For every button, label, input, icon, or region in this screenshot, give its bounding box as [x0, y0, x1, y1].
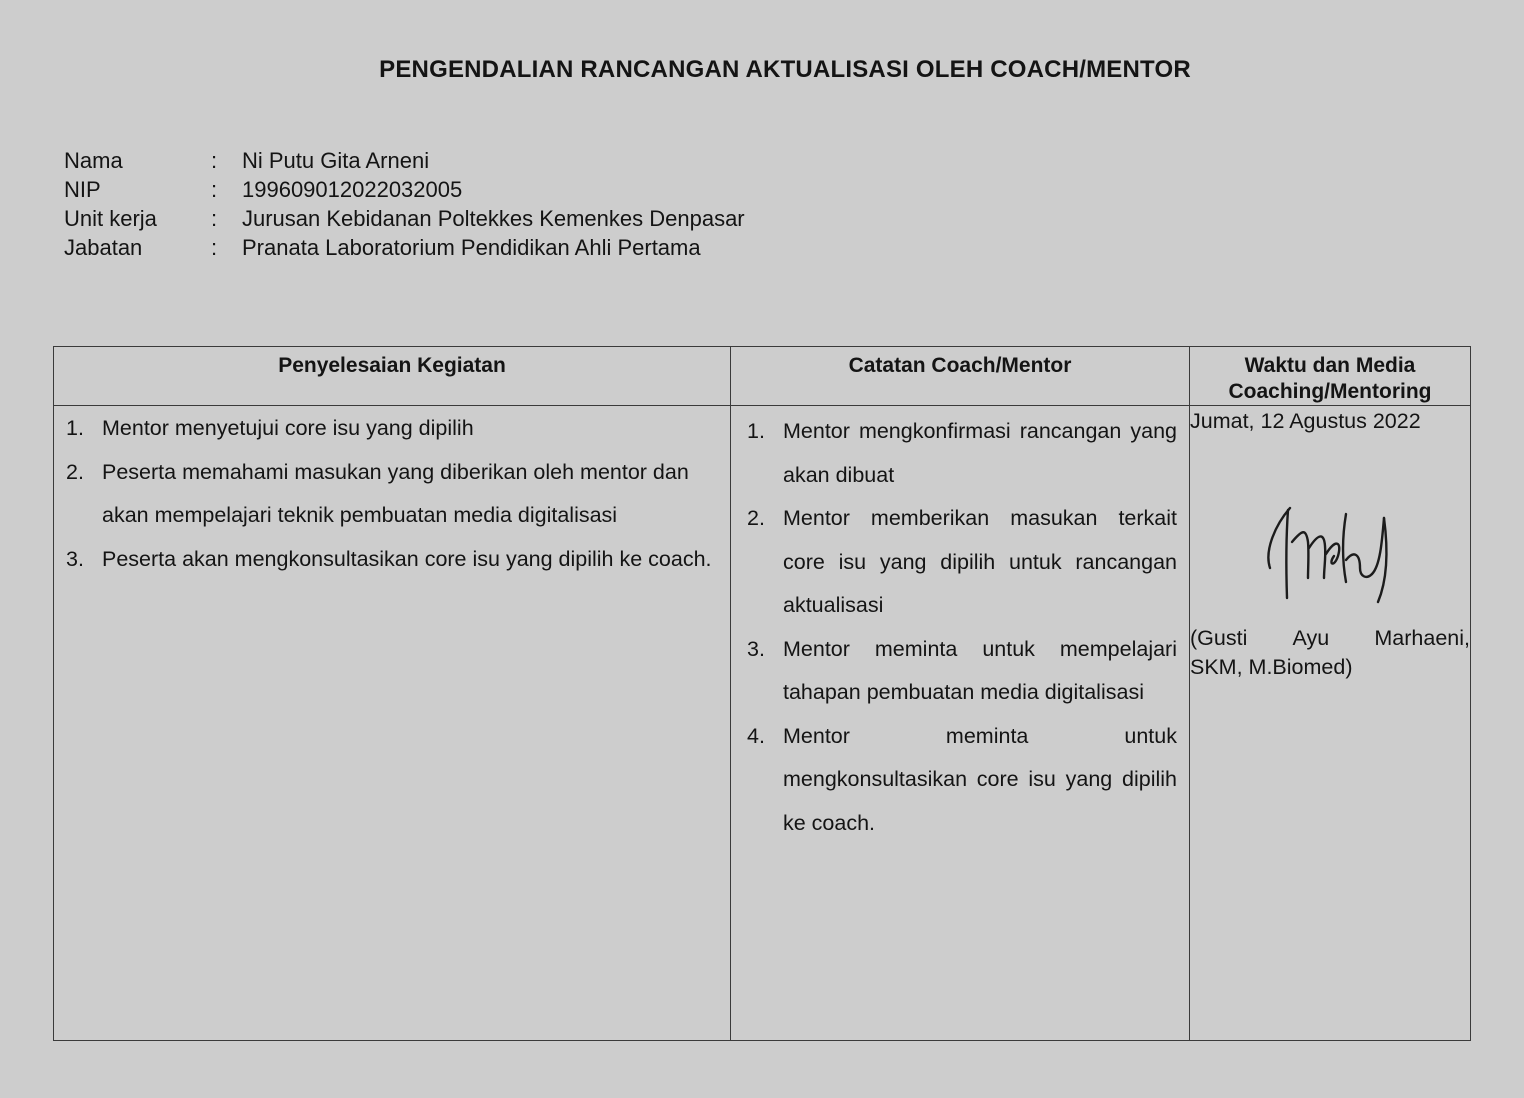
- identity-row-nama: [64, 148, 745, 177]
- signer-title: SKM, M.Biomed): [1190, 655, 1353, 679]
- list-item: [747, 715, 1177, 846]
- list-item: [66, 407, 718, 451]
- identity-row-nip: [64, 177, 745, 206]
- list-number: 1.: [747, 419, 765, 443]
- list-item-text: Mentor memberikan masukan terkait core isu yang dipilih untuk rancangan aktualisasi: [783, 506, 1177, 617]
- identity-value-nama: Ni Putu Gita Arneni: [242, 148, 430, 173]
- identity-value-nip: 199609012022032005: [242, 177, 463, 202]
- identity-label: NIP: [64, 177, 101, 202]
- signer-name-part: Marhaeni,: [1374, 626, 1470, 650]
- list-item-text: Peserta memahami masukan yang diberikan oleh mentor dan akan mempelajari teknik pembuatan media digitalisasi: [102, 459, 689, 527]
- list-item-text: Mentor meminta untuk mempelajari tahapan pembuatan media digitalisasi: [783, 636, 1177, 704]
- list-number: 2.: [66, 459, 84, 484]
- list-item: [747, 497, 1177, 628]
- header-waktu-dan-media: Waktu dan Media Coaching/Mentoring: [1190, 347, 1471, 406]
- list-item-text: Mentor meminta untuk mengkonsultasikan core isu yang dipilih ke coach.: [783, 723, 1177, 835]
- list-item: [747, 628, 1177, 715]
- list-number: 3.: [747, 636, 765, 661]
- identity-label: Jabatan: [64, 235, 143, 260]
- table-header-row: [54, 347, 1471, 406]
- cell-waktu-dan-media: [1190, 406, 1471, 1041]
- identity-label: Nama: [64, 148, 123, 173]
- catatan-list: [731, 406, 1189, 845]
- page-title: PENGENDALIAN RANCANGAN AKTUALISASI OLEH COACH/MENTOR: [379, 56, 1191, 83]
- identity-row-jabatan: [64, 235, 745, 264]
- signer-name-line: [1190, 624, 1470, 653]
- penyelesaian-list: [54, 406, 730, 581]
- handwritten-signature-icon: [1262, 498, 1402, 610]
- table-row: [54, 406, 1471, 1041]
- list-number: 4.: [747, 723, 765, 748]
- coaching-table: [53, 346, 1471, 1041]
- identity-colon: :: [211, 148, 218, 173]
- list-item-text: Mentor mengkonfirmasi rancangan yang akan dibuat: [783, 419, 1177, 487]
- header-catatan-coach-mentor: Catatan Coach/Mentor: [731, 347, 1190, 406]
- identity-colon: :: [211, 177, 218, 202]
- list-item-text: Mentor menyetujui core isu yang dipilih: [102, 416, 474, 440]
- signer-name-part: (Gusti: [1190, 626, 1248, 650]
- list-number: 2.: [747, 506, 765, 530]
- identity-block: [64, 148, 745, 264]
- list-item-text: Peserta akan mengkonsultasikan core isu yang dipilih ke coach.: [102, 546, 712, 571]
- header-penyelesaian-kegiatan: Penyelesaian Kegiatan: [54, 347, 731, 406]
- list-item: [66, 451, 718, 538]
- signer-name-part: Ayu: [1292, 626, 1330, 650]
- identity-row-unit-kerja: [64, 206, 745, 235]
- identity-label: Unit kerja: [64, 206, 157, 231]
- identity-value-unit-kerja: Jurusan Kebidanan Poltekkes Kemenkes Denpasar: [242, 206, 745, 231]
- cell-penyelesaian-kegiatan: [54, 406, 731, 1041]
- list-item: [747, 410, 1177, 497]
- identity-colon: :: [211, 206, 218, 231]
- signer-block: [1190, 624, 1470, 682]
- cell-catatan-coach-mentor: [731, 406, 1190, 1041]
- list-number: 3.: [66, 546, 84, 571]
- coaching-date: Jumat, 12 Agustus 2022: [1190, 409, 1421, 433]
- list-number: 1.: [66, 416, 84, 440]
- identity-value-jabatan: Pranata Laboratorium Pendidikan Ahli Pertama: [242, 235, 701, 260]
- list-item: [66, 538, 718, 582]
- identity-colon: :: [211, 235, 218, 260]
